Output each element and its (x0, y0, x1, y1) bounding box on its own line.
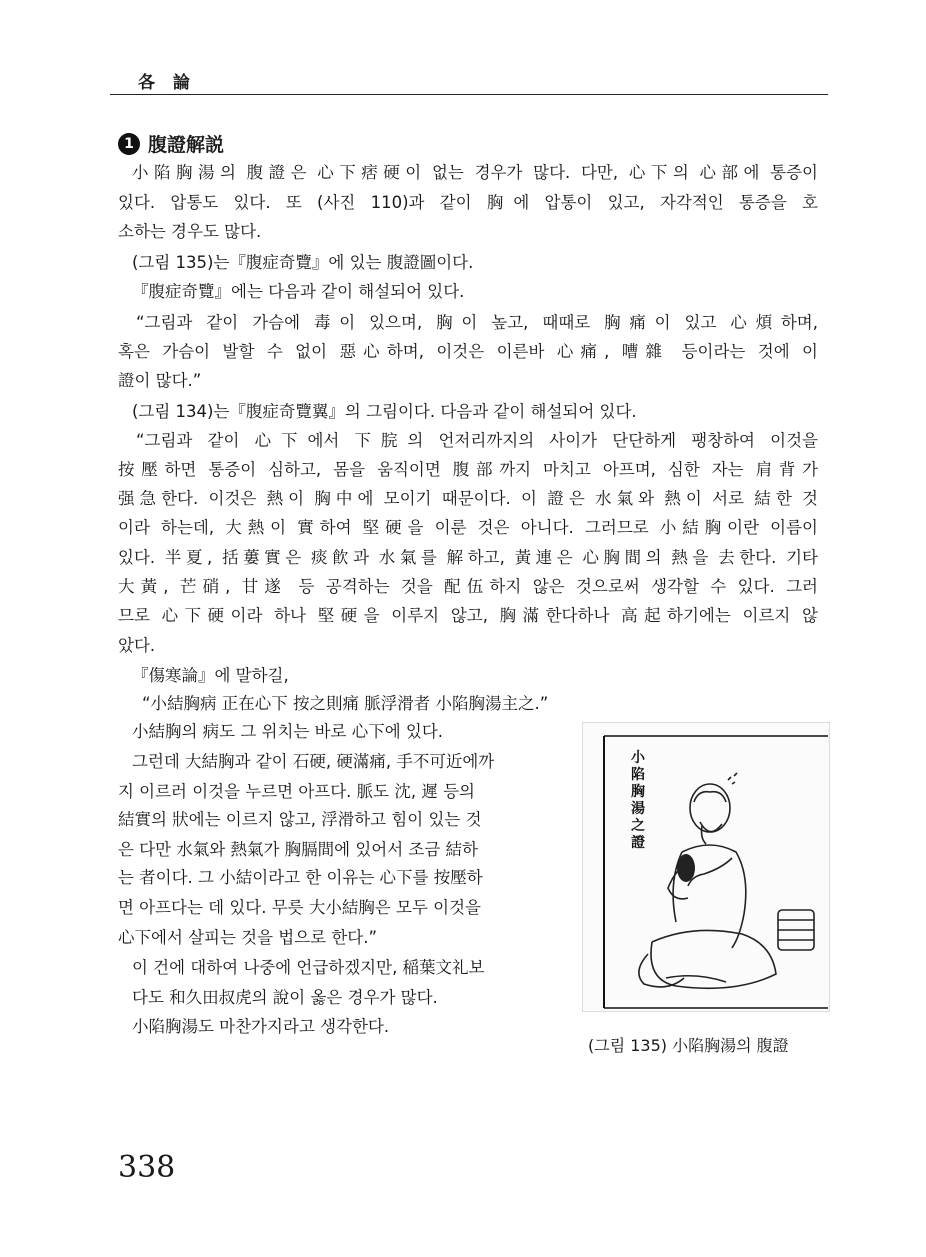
body-line: (그림 135)는『腹症奇覽』에 있는 腹證圖이다. (132, 253, 474, 272)
side-line: 小陷胸湯도 마찬가지라고 생각한다. (132, 1017, 390, 1036)
side-line: 結實의 狀에는 이르지 않고, 浮滑하고 힘이 있는 것 (118, 810, 482, 829)
inscription-char: 小 (631, 750, 645, 766)
body-line: 證이 많다.” (118, 371, 202, 390)
side-line: 이 건에 대하여 나중에 언급하겠지만, 稲葉文礼보 (132, 958, 485, 977)
inscription-char: 湯 (631, 801, 645, 817)
page-number: 338 (118, 1150, 176, 1185)
body-line: (그림 134)는『腹症奇覽翼』의 그림이다. 다음과 같이 해설되어 있다. (132, 402, 637, 421)
body-line: 이라 하는데, 大熱이 實하여 堅硬을 이룬 것은 아니다. 그러므로 小結胸이란 이름이 (118, 518, 818, 537)
body-line: “그림과 같이 心下에서 下脘의 언저리까지의 사이가 단단하게 팽창하여 이것을 (136, 431, 818, 450)
body-line: 있다. 압통도 있다. 또 (사진 110)과 같이 胸에 압통이 있고, 자각적인 통증을 호 (118, 193, 818, 212)
section-number-badge: 1 (118, 133, 140, 155)
inscription-char: 證 (631, 835, 645, 851)
side-line: 은 다만 水氣와 熱氣가 胸膈間에 있어서 조금 結하 (118, 840, 478, 859)
body-line: 强急한다. 이것은 熱이 胸中에 모이기 때문이다. 이 證은 水氣와 熱이 서로 結한 것 (118, 489, 818, 508)
inscription-char: 胸 (631, 784, 645, 800)
body-line: 小結胸의 病도 그 위치는 바로 心下에 있다. (132, 722, 444, 741)
body-line: 『傷寒論』에 말하길, (132, 666, 289, 685)
side-line: 면 아프다는 데 있다. 무릇 大小結胸은 모두 이것을 (118, 898, 481, 917)
inscription-char: 陷 (631, 767, 645, 783)
body-line: 있다. 半夏, 括蔞實은 痰飮과 水氣를 解하고, 黃連은 心胸間의 熱을 去한다. 기타 (118, 548, 818, 567)
figure-caption: (그림 135) 小陷胸湯의 腹證 (588, 1036, 789, 1055)
figure-inscription (631, 750, 646, 851)
section-title: 腹證解説 (148, 134, 225, 156)
inscription-char: 之 (631, 818, 645, 834)
side-line: 는 者이다. 그 小結이라고 한 이유는 心下를 按壓하 (118, 868, 483, 887)
side-line: 心下에서 살피는 것을 법으로 한다.” (118, 928, 378, 947)
running-header: 各 論 (138, 73, 196, 93)
side-line: 지 이르러 이것을 누르면 아프다. 脈도 沈, 遲 등의 (118, 782, 475, 801)
body-line: “그림과 같이 가슴에 毒이 있으며, 胸이 높고, 때때로 胸痛이 있고 心煩하며, (136, 313, 818, 332)
body-line: 大黃, 芒硝, 甘遂 등 공격하는 것을 配伍하지 않은 것으로써 생각할 수 있다. 그러 (118, 577, 818, 596)
side-line: 그런데 大結胸과 같이 石硬, 硬滿痛, 手不可近에까 (132, 752, 495, 771)
section-heading (118, 130, 224, 157)
body-line: 았다. (118, 636, 156, 655)
figure-illustration (582, 722, 830, 1012)
body-line: 『腹症奇覽』에는 다음과 같이 해설되어 있다. (132, 282, 465, 301)
side-line: 다도 和久田叔虎의 說이 옳은 경우가 많다. (132, 988, 438, 1007)
body-line: 按壓하면 통증이 심하고, 몸을 움직이면 腹部까지 마치고 아프며, 심한 자는 肩背가 (118, 460, 818, 479)
body-line: 므로 心下硬이라 하나 堅硬을 이루지 않고, 胸滿한다하나 高起하기에는 이르지 않 (118, 606, 818, 625)
body-line: 소하는 경우도 많다. (118, 222, 262, 241)
header-rule (110, 94, 828, 95)
body-line: 小陷胸湯의 腹證은 心下痞硬이 없는 경우가 많다. 다만, 心下의 心部에 통증이 (132, 163, 818, 182)
hair-shading (677, 854, 695, 882)
body-line: “小結胸病 正在心下 按之則痛 脈浮滑者 小陷胸湯主之.” (142, 694, 549, 713)
body-line: 혹은 가슴이 발할 수 없이 惡心하며, 이것은 이른바 心痛, 嘈雜 등이라는 것에 이 (118, 342, 818, 361)
figure-drawing (582, 722, 830, 1012)
